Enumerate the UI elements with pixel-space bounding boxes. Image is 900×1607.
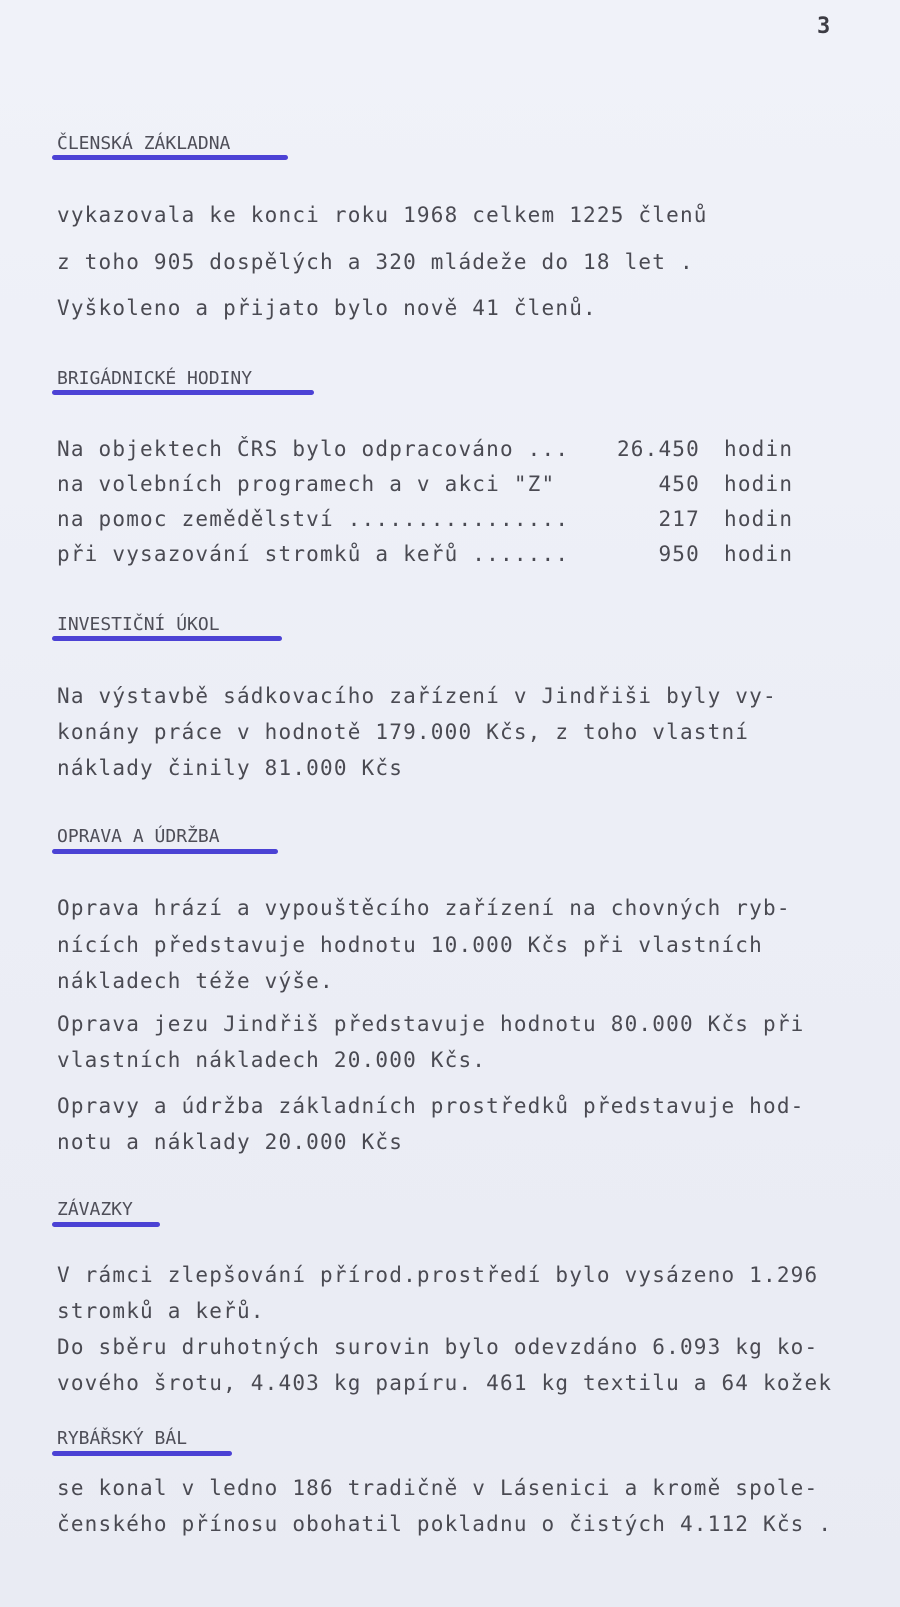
text-line: náklady činily 81.000 Kčs	[57, 756, 404, 780]
heading-underline	[52, 1451, 232, 1456]
heading-investicni-ukol: INVESTIČNÍ ÚKOL	[57, 614, 220, 635]
hours-row-label: na volebních programech a v akci "Z"	[57, 472, 556, 496]
hours-row-value: 450	[658, 472, 700, 496]
text-line: konány práce v hodnotě 179.000 Kčs, z toho vlastní	[57, 720, 750, 744]
heading-underline	[52, 636, 282, 641]
hours-row-value: 950	[658, 542, 700, 566]
heading-underline	[52, 849, 278, 854]
heading-oprava-a-udrzba: OPRAVA A ÚDRŽBA	[57, 826, 220, 847]
text-line: nákladech téže výše.	[57, 969, 334, 993]
hours-row-unit: hodin	[724, 507, 794, 531]
heading-underline	[52, 155, 288, 160]
page-number: 3	[817, 14, 831, 39]
hours-row-label: při vysazování stromků a keřů .......	[57, 542, 570, 566]
text-line: Opravy a údržba základních prostředků představuje hod-	[57, 1094, 805, 1118]
heading-underline	[52, 1222, 160, 1227]
heading-underline	[52, 390, 314, 395]
text-line: z toho 905 dospělých a 320 mládeže do 18 let .	[57, 250, 694, 274]
heading-rybarsky-bal: RYBÁŘSKÝ BÁL	[57, 1428, 188, 1449]
text-line: Oprava hrází a vypouštěcího zařízení na chovných ryb-	[57, 896, 791, 920]
heading-brigadnicke-hodiny: BRIGÁDNICKÉ HODINY	[57, 368, 253, 389]
heading-zavazky: ZÁVAZKY	[57, 1199, 133, 1220]
text-line: vového šrotu, 4.403 kg papíru. 461 kg textilu a 64 kožek	[57, 1371, 833, 1395]
hours-row-label: na pomoc zemědělství ................	[57, 507, 570, 531]
text-line: V rámci zlepšování přírod.prostředí bylo vysázeno 1.296	[57, 1263, 819, 1287]
text-line: Do sběru druhotných surovin bylo odevzdáno 6.093 kg ko-	[57, 1335, 819, 1359]
heading-clenska-zakladna: ČLENSKÁ ZÁKLADNA	[57, 133, 231, 154]
hours-row-value: 217	[658, 507, 700, 531]
hours-row-unit: hodin	[724, 472, 794, 496]
hours-row-unit: hodin	[724, 542, 794, 566]
text-line: notu a náklady 20.000 Kčs	[57, 1130, 404, 1154]
text-line: Na výstavbě sádkovacího zařízení v Jindřiši byly vy-	[57, 684, 777, 708]
text-line: Vyškoleno a přijato bylo nově 41 členů.	[57, 296, 597, 320]
hours-row-unit: hodin	[724, 437, 794, 461]
text-line: vykazovala ke konci roku 1968 celkem 1225 členů	[57, 203, 708, 227]
text-line: stromků a keřů.	[57, 1299, 265, 1323]
text-line: čenského přínosu obohatil pokladnu o čistých 4.112 Kčs .	[57, 1512, 833, 1536]
hours-row-value: 26.450	[616, 437, 700, 461]
text-line: Oprava jezu Jindřiš představuje hodnotu 80.000 Kčs při	[57, 1012, 805, 1036]
text-line: vlastních nákladech 20.000 Kčs.	[57, 1048, 487, 1072]
hours-row-label: Na objektech ČRS bylo odpracováno ...	[57, 437, 570, 461]
text-line: nících představuje hodnotu 10.000 Kčs při vlastních	[57, 933, 763, 957]
text-line: se konal v ledno 186 tradičně v Lásenici a kromě spole-	[57, 1476, 819, 1500]
